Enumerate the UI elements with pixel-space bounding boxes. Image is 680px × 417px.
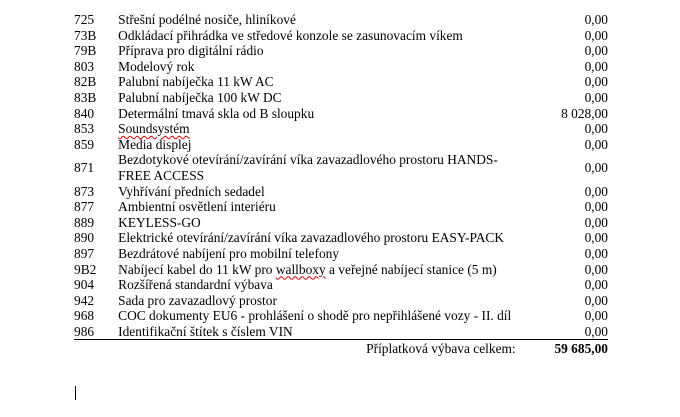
item-description: Determální tmavá skla od B sloupku — [118, 105, 315, 121]
item-price: 8 028,00 — [561, 105, 608, 121]
item-price: 0,00 — [584, 245, 608, 261]
table-row — [74, 121, 608, 137]
item-code: 904 — [74, 277, 95, 293]
item-price: 0,00 — [584, 277, 608, 293]
item-code: 840 — [74, 105, 95, 121]
item-price: 0,00 — [584, 160, 608, 176]
item-price: 0,00 — [584, 12, 608, 27]
table-row — [74, 43, 608, 59]
item-code: 79B — [74, 43, 97, 59]
item-code: 968 — [74, 308, 95, 324]
item-description: Sada pro zavazadlový prostor — [118, 292, 277, 308]
item-description: Media displej — [118, 136, 192, 152]
item-code: 803 — [74, 58, 95, 74]
item-code: 889 — [74, 214, 95, 230]
table-row — [74, 230, 608, 246]
item-description: Střešní podélné nosiče, hliníkové — [118, 12, 296, 27]
item-code: 73B — [74, 27, 97, 43]
item-price: 0,00 — [584, 27, 608, 43]
item-code: 890 — [74, 230, 95, 246]
item-price: 0,00 — [584, 214, 608, 230]
item-description-end: a veřejné nabíjecí stanice (5 m) — [325, 261, 497, 277]
total-label: Příplatková výbava celkem: — [366, 341, 516, 357]
item-description: Palubní nabíječka 100 kW DC — [118, 89, 282, 105]
item-description: Rozšířená standardní výbava — [118, 277, 273, 293]
table-row — [74, 137, 608, 153]
item-price: 0,00 — [584, 292, 608, 308]
table-row — [74, 277, 608, 293]
table-row — [74, 246, 608, 262]
item-price: 0,00 — [584, 199, 608, 215]
spellcheck-flagged-word[interactable]: Soundsystém — [118, 121, 190, 137]
table-row — [74, 293, 608, 309]
item-price: 0,00 — [584, 136, 608, 152]
table-row — [74, 184, 608, 200]
item-description: KEYLESS-GO — [118, 214, 201, 230]
item-price: 0,00 — [584, 121, 608, 137]
table-row — [74, 215, 608, 231]
table-row — [74, 90, 608, 106]
table-row — [74, 324, 608, 340]
item-price: 0,00 — [584, 261, 608, 277]
item-price: 0,00 — [584, 183, 608, 199]
item-description — [118, 121, 522, 137]
item-description: Bezdotykové otevírání/zavírání víka zavazadlového prostoru HANDS-FREE ACCESS — [118, 152, 498, 183]
item-price: 0,00 — [584, 43, 608, 59]
item-description: Bezdrátové nabíjení pro mobilní telefony — [118, 245, 340, 261]
item-description: Ambientní osvětlení interiéru — [118, 199, 276, 215]
item-code: 897 — [74, 245, 95, 261]
table-row — [74, 152, 608, 183]
item-code: 9B2 — [74, 261, 97, 277]
item-description: Identifikační štítek s číslem VIN — [118, 324, 522, 340]
item-description: Elektrické otevírání/zavírání víka zavazadlového prostoru EASY-PACK — [118, 230, 505, 246]
item-description: Vyhřívání předních sedadel — [118, 183, 265, 199]
item-code: 873 — [74, 183, 95, 199]
item-description: Příprava pro digitální rádio — [118, 43, 264, 59]
equipment-table — [74, 12, 608, 357]
item-description: Modelový rok — [118, 58, 195, 74]
table-row — [74, 262, 608, 278]
table-row — [74, 199, 608, 215]
text-cursor — [75, 386, 76, 400]
item-price: 0,00 — [584, 89, 608, 105]
item-price: 0,00 — [584, 58, 608, 74]
table-row — [74, 12, 608, 28]
item-price: 0,00 — [584, 308, 608, 324]
item-description: Palubní nabíječka 11 kW AC — [118, 74, 274, 90]
item-code: 859 — [74, 136, 95, 152]
item-price: 0,00 — [584, 74, 608, 90]
item-code: 853 — [74, 121, 95, 137]
item-price: 0,00 — [522, 324, 608, 340]
table-row — [74, 106, 608, 122]
item-description — [118, 262, 522, 278]
item-description-start: Nabíjecí kabel do 11 kW pro — [118, 261, 276, 277]
item-code: 82B — [74, 74, 97, 90]
item-description: Odkládací přihrádka ve středové konzole se zasunovacím víkem — [118, 27, 463, 43]
table-row — [74, 28, 608, 44]
total-row — [74, 340, 608, 358]
item-description: COC dokumenty EU6 - prohlášení o shodě pro nepřihlášené vozy - II. díl — [118, 308, 512, 324]
table-row — [74, 308, 608, 324]
item-code: 871 — [74, 160, 95, 176]
item-code: 83B — [74, 89, 97, 105]
spellcheck-flagged-word[interactable]: wallboxy — [275, 261, 326, 277]
total-value: 59 685,00 — [554, 341, 608, 357]
item-price: 0,00 — [584, 230, 608, 246]
item-code: 725 — [74, 12, 95, 27]
item-code: 986 — [74, 324, 118, 340]
table-row — [74, 59, 608, 75]
item-code: 942 — [74, 292, 95, 308]
table-row — [74, 74, 608, 90]
item-code: 877 — [74, 199, 95, 215]
